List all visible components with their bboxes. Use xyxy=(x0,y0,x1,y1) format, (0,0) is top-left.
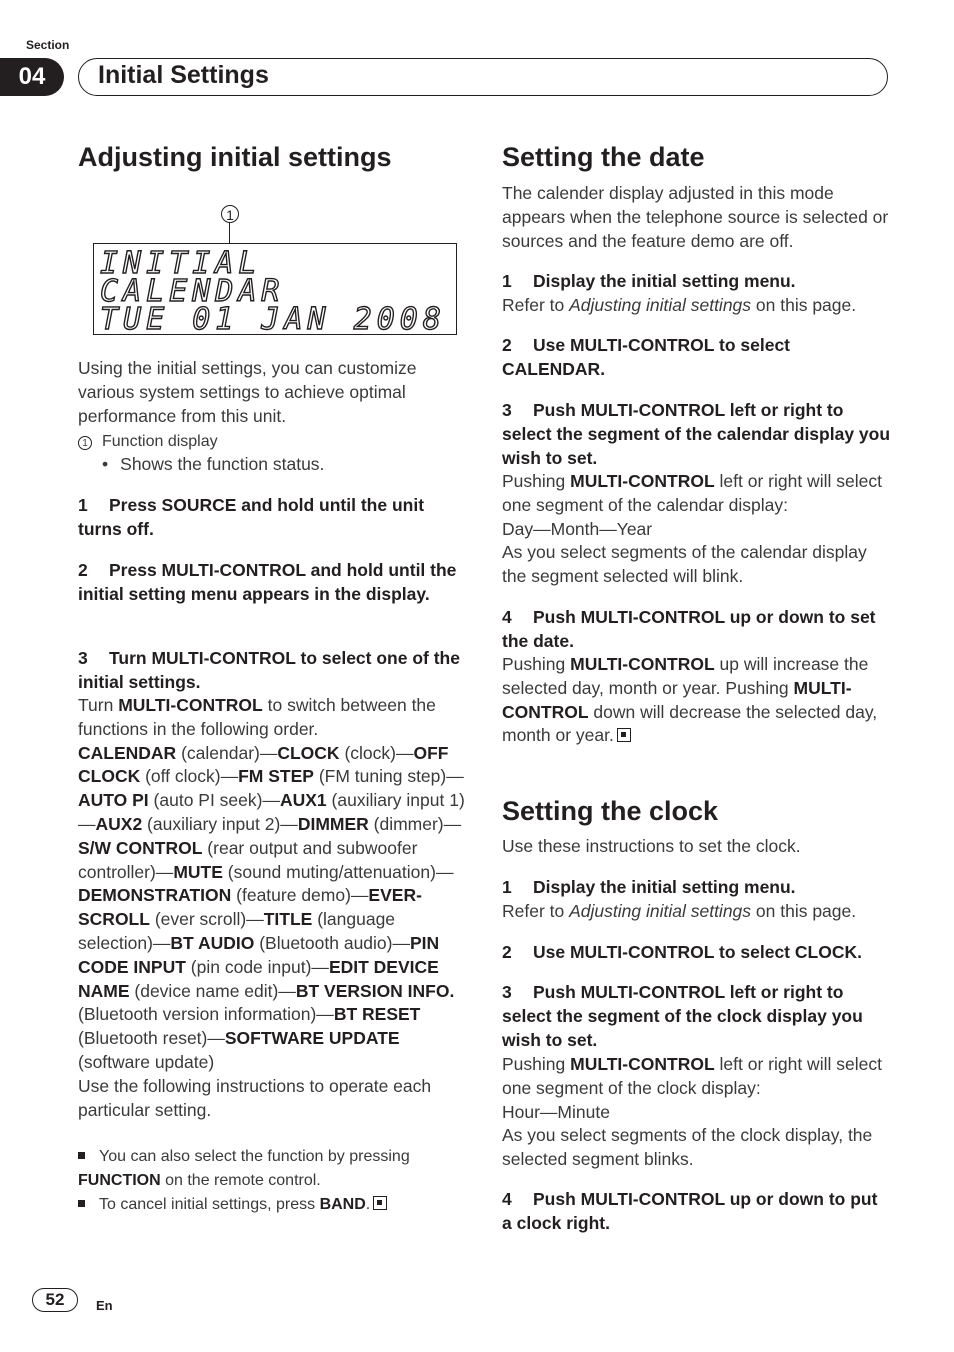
function-name: TITLE xyxy=(263,909,313,930)
tip-2: To cancel initial settings, press BAND. xyxy=(78,1193,466,1217)
adjusting-title: Adjusting initial settings xyxy=(78,142,392,172)
function-name: FM STEP xyxy=(238,766,314,787)
date-step-1-text: Refer to Adjusting initial settings on this page. xyxy=(502,295,857,315)
page-number: 52 xyxy=(32,1288,78,1312)
function-desc: (calendar)— xyxy=(176,742,278,763)
function-name: MUTE xyxy=(173,861,223,882)
function-desc: (auxiliary input 1)— xyxy=(78,790,465,834)
language-label: En xyxy=(96,1298,113,1313)
clock-step-4: 4 Push MULTI-CONTROL up or down to put a clock right. xyxy=(502,1189,878,1233)
function-name: DEMONSTRATION xyxy=(78,885,232,906)
date-step-4-text: Pushing MULTI-CONTROL up will increase the selected day, month or year. Pushing MULTI-CONTROL down will decrease the selected day, month or year. xyxy=(502,654,878,746)
function-desc: (auxiliary input 2)— xyxy=(142,813,298,834)
date-step-2: 2 Use MULTI-CONTROL to select CALENDAR. xyxy=(502,335,791,379)
callout-legend: 1 Function display xyxy=(78,430,466,454)
function-name: BT VERSION INFO. xyxy=(295,980,455,1001)
end-mark-icon xyxy=(617,728,631,742)
function-desc: (feature demo)— xyxy=(231,885,369,906)
section-number: 04 xyxy=(0,58,64,96)
lcd-line-3: TUE 01 JAN 2008 xyxy=(100,302,446,337)
section-title-bar xyxy=(78,58,888,96)
function-desc: (auto PI seek)— xyxy=(148,790,280,811)
date-step-4: 4 Push MULTI-CONTROL up or down to set the date. xyxy=(502,607,876,651)
date-step-1: 1 Display the initial setting menu. xyxy=(502,271,796,291)
clock-intro: Use these instructions to set the clock. xyxy=(502,836,801,856)
function-desc: (device name edit)— xyxy=(129,980,296,1001)
function-name: S/W CONTROL xyxy=(78,837,203,858)
function-name: PIN CODE INPUT xyxy=(78,932,440,977)
function-name: AUTO PI xyxy=(78,790,149,811)
end-mark-icon xyxy=(373,1196,387,1210)
function-name: SOFTWARE UPDATE xyxy=(224,1028,400,1049)
clock-step-3: 3 Push MULTI-CONTROL left or right to select the segment of the clock display you wish to set. xyxy=(502,982,863,1050)
lcd-line-2: CALENDAR xyxy=(100,274,285,309)
function-order: Turn MULTI-CONTROL to switch between the functions in the following order. CALENDAR (calendar)—CLOCK (clock)—OFF CLOCK (off clock)—FM STEP (FM tuning step)—AUTO PI (auto PI seek)—AUX1 (auxiliary input 1)—AUX2 (auxiliary input 2)—DIMMER (dimmer)—S/W CONTROL (rear output and subwoofer controller)—MUTE (sound muting/attenuation)—DEMONSTRATION (feature demo)—EVER-SCROLL (ever scroll)—TITLE (language selection)—BT AUDIO (Bluetooth audio)—PIN CODE INPUT (pin code input)—EDIT DEVICE NAME (device name edit)—BT VERSION INFO. (Bluetooth version information)—BT RESET (Bluetooth reset)—SOFTWARE UPDATE (software update) Use the following instructions to operate each particular setting. xyxy=(78,694,466,1122)
lcd-line-1: INITIAL xyxy=(100,246,262,281)
date-title: Setting the date xyxy=(502,142,705,172)
function-name: AUX1 xyxy=(279,790,327,811)
lcd-display xyxy=(93,243,457,335)
function-desc: (dimmer)— xyxy=(368,813,462,834)
callout-bullet: • Shows the function status. xyxy=(102,454,325,474)
function-name: BT AUDIO xyxy=(170,932,255,953)
clock-step-1-text: Refer to Adjusting initial settings on this page. xyxy=(502,901,857,921)
function-desc: (pin code input)— xyxy=(185,956,329,977)
clock-step-2: 2 Use MULTI-CONTROL to select CLOCK. xyxy=(502,942,862,962)
function-desc: (FM tuning step)— xyxy=(313,766,464,787)
legend-marker: 1 xyxy=(78,436,92,450)
function-name: EDIT DEVICE NAME xyxy=(78,956,439,1001)
function-name: OFF CLOCK xyxy=(78,742,449,787)
operate-text: Use the following instructions to operate each particular setting. xyxy=(78,1075,432,1120)
function-desc: (software update) xyxy=(78,1051,215,1072)
date-step-3: 3 Push MULTI-CONTROL left or right to select the segment of the calendar display you wish to set. xyxy=(502,400,891,468)
function-name: AUX2 xyxy=(95,813,143,834)
left-step-3: 3 Turn MULTI-CONTROL to select one of the initial settings. xyxy=(78,648,460,692)
tip-1: You can also select the function by pressing FUNCTION on the remote control. xyxy=(78,1148,410,1189)
date-intro: The calender display adjusted in this mode appears when the telephone source is selected or sources and the feature demo are off. xyxy=(502,183,889,251)
function-desc: (off clock)— xyxy=(140,766,239,787)
function-desc: (sound muting/attenuation)— xyxy=(222,861,454,882)
function-desc: (clock)— xyxy=(339,742,414,763)
left-step-2: 2 Press MULTI-CONTROL and hold until the initial setting menu appears in the display. xyxy=(78,560,457,604)
function-name: BT RESET xyxy=(333,1004,421,1025)
clock-step-1: 1 Display the initial setting menu. xyxy=(502,877,796,897)
clock-step-3-text: Pushing MULTI-CONTROL left or right will select one segment of the clock display: Hour—Minute As you select segments of the clock display, the selected segment blinks. xyxy=(502,1054,882,1170)
callout-marker: 1 xyxy=(221,205,239,223)
function-name: EVER-SCROLL xyxy=(78,885,422,930)
intro-text: Using the initial settings, you can customize various system settings to achieve optimal performance from this unit. xyxy=(78,358,417,426)
function-desc: (Bluetooth reset)— xyxy=(78,1028,225,1049)
left-step-1: 1 Press SOURCE and hold until the unit turns off. xyxy=(78,495,425,539)
date-step-3-text: Pushing MULTI-CONTROL left or right will select one segment of the calendar display: Day—Month—Year As you select segments of the calendar display the segment selected will blink. xyxy=(502,471,882,587)
clock-title: Setting the clock xyxy=(502,796,719,826)
function-desc: (Bluetooth version information)— xyxy=(78,1004,334,1025)
function-list xyxy=(78,742,466,1075)
function-name: DIMMER xyxy=(297,813,369,834)
function-desc: (ever scroll)— xyxy=(149,909,264,930)
function-name: CLOCK xyxy=(277,742,340,763)
function-name: CALENDAR xyxy=(78,742,177,763)
section-title: Initial Settings xyxy=(98,61,269,89)
function-desc: (Bluetooth audio)— xyxy=(254,932,410,953)
function-desc: (rear output and subwoofer controller)— xyxy=(78,837,418,882)
function-desc: (language selection)— xyxy=(78,909,396,953)
section-label: Section xyxy=(26,38,70,52)
